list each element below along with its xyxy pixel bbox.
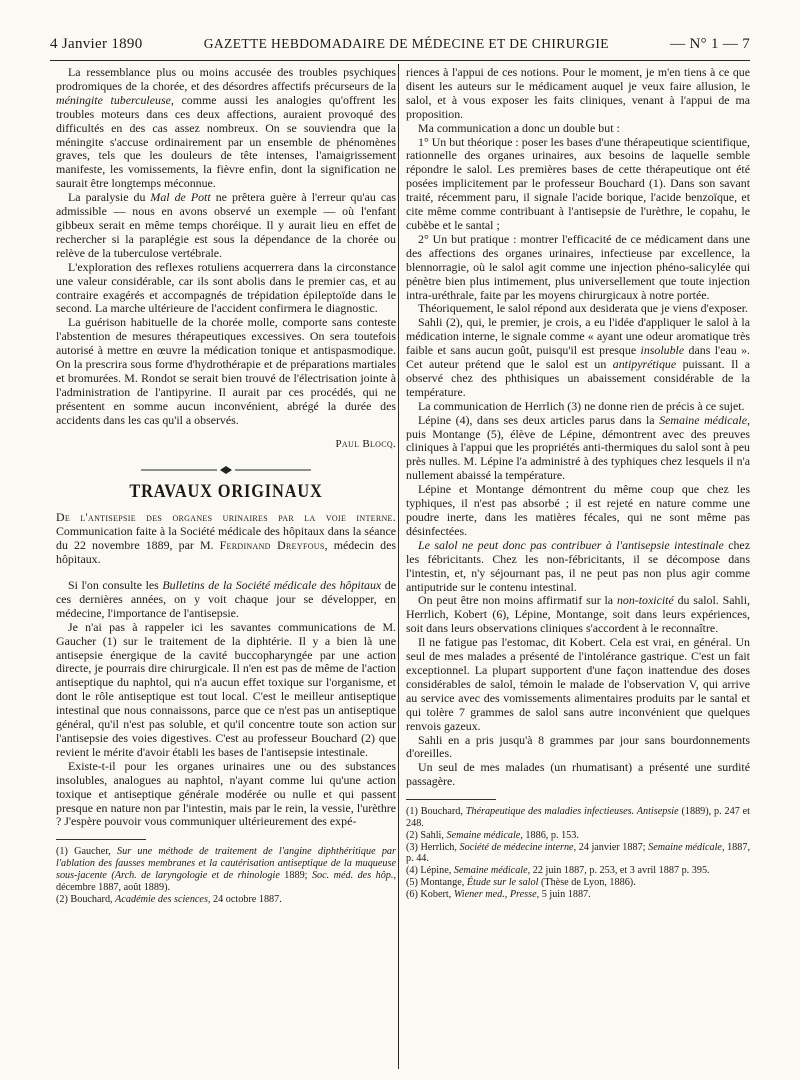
paragraph: riences à l'appui de ces notions. Pour le moment, je m'en tiens à ce que disent les auteurs sur le médicament auquel je veux faire allusion, le salol, et à vous exposer les faits cliniques, venant à l'appui de ma proposition.: [406, 66, 750, 121]
header-page-number: 7: [742, 36, 750, 52]
right-column: [406, 66, 750, 1071]
section-title: TRAVAUX ORIGINAUX: [129, 481, 323, 503]
header-journal-title: GAZETTE HEBDOMADAIRE DE MÉDECINE ET DE CHIRURGIE: [203, 36, 609, 51]
paragraph: La guérison habituelle de la chorée molle, comporte sans conteste l'abstention de mesures thérapeutiques excessives. On sera toutefois autorisé à mettre en œuvre la médication tonique et antispasmodique. On la prescrira sous forme d'hydrothérapie et de préparations martiales et bromurées. M. Rondot se serait bien trouvé de l'électrisation jointe à l'administration de l'antipyrine. Il aurait par ces procédés, qui ne présentent en somme aucun inconvénient, abrégé la durée des accidents dans les cas qu'il a observés.: [56, 315, 396, 427]
footnote: (1) Bouchard, Thérapeutique des maladies infectieuses. Antisepsie (1889), p. 247 et 248.: [406, 806, 750, 829]
paragraph: Il ne fatigue pas l'estomac, dit Kobert. Cela est vrai, en général. Un seul de mes malades a présenté de l'intolérance gastrique. C'est un fait exceptionnel. La plupart supportent d'une façon inattendue des doses considérables de salol, témoin le malade de l'observation V, qui arrive au service avec des vomissements alimentaires produits par le santal et qui tolère 7 grammes de salol sans autre inconvénient que quelques renvois gazeux.: [406, 635, 750, 733]
paragraph: 2° Un but pratique : montrer l'efficacité de ce médicament dans une des affections des organes urinaires, infectieuse par excellence, la blennorragie, où le salol agit comme une injection phéno-salicylée qui pénètre bien plus intimement, plus universellement que toute injection intra-uréthrale, faite par les moyens chirurgicaux à notre portée.: [406, 231, 750, 302]
left-column: [56, 66, 396, 1071]
section-ornament: [56, 465, 396, 475]
paragraph: Lépine et Montange démontrent du même coup que chez les typhiques, il n'est pas absorbé ; il est rejeté en nature comme une poudre inerte, dans les matières fécales, qui ne sont même pas désinfectées.: [406, 482, 750, 538]
paragraph: Existe-t-il pour les organes urinaires une ou des substances insolubles, analogues au naphtol, n'ayant comme lui qu'une action toxique et antiseptique générale modérée ou nulle et qui passent presque en nature non par l'intestin, mais par le rein, la vessie, l'urèthre ? J'espère pouvoir vous communiquer ultérieurement des expé-: [56, 758, 396, 829]
column-divider: [398, 64, 399, 1069]
paragraph: 1° Un but théorique : poser les bases d'une thérapeutique scientifique, rationnelle des organes urinaires, aux besoins de laquelle semble répondre le salol. Les premières bases de cette thérapeutique ont été posées implicitement par le professeur Bouchard (1). Dans son savant traité, récemment paru, il signale l'acide borique, l'acide benzoïque, et cite même comme contribuant à l'antisepsie de l'urèthre, le copahu, le cubèbe et le santal ;: [406, 134, 750, 232]
paragraph: Théoriquement, le salol répond aux desiderata que je viens d'exposer.: [418, 301, 749, 316]
paragraph: La communication de Herrlich (3) ne donne rien de précis à ce sujet.: [418, 398, 745, 413]
header-date: 4 Janvier 1890: [50, 36, 143, 52]
footnote: (5) Montange, Étude sur le salol (Thèse de Lyon, 1886).: [406, 876, 636, 888]
footnote-separator: [56, 839, 146, 840]
footnote: (2) Bouchard, Académie des sciences, 24 octobre 1887.: [56, 893, 282, 905]
footnote: (4) Lépine, Semaine médicale, 22 juin 1887, p. 253, et 3 avril 1887 p. 395.: [406, 865, 710, 877]
footnote: (2) Sahli, Semaine médicale, 1886, p. 153.: [406, 829, 579, 841]
paragraph: Sahli en a pris jusqu'à 8 grammes par jour sans bourdonnements d'oreilles.: [406, 732, 750, 761]
paragraph: Le salol ne peut donc pas contribuer à l'antisepsie intestinale chez les fébricitants. Chez les non-fébricitants, il se décompose dans l'intestin, et, n'y séjournant pas, il ne peut pas non plus agir comme antiputride sur le contenu intestinal.: [406, 537, 750, 594]
footnotes: [406, 806, 750, 900]
footnote-separator: [406, 799, 496, 800]
paragraph: La ressemblance plus ou moins accusée des troubles psychiques prodromiques de la chorée, et des désordres affectifs précurseurs de la méningite tuberculeuse, comme aussi les analogies qu'offrent les troubles moteurs dans ces deux affections, auraient provoqué des difficultés en des cas assez nombreux. On se souviendra que la méningite s'accuse ordinairement par un ensemble de phénomènes graves, tels que les douleurs de tête intenses, l'amaigrissement manifeste, les vomissements, la fièvre enfin, dont la signification ne saurait être longtemps méconnue.: [56, 66, 396, 191]
paragraph: Un seul de mes malades (un rhumatisant) a présenté une surdité passagère.: [406, 760, 750, 789]
paragraph: La paralysie du Mal de Pott ne prêtera guère à l'erreur qu'au cas admissible — nous en avons observé un exemple — où l'enfant gibbeux serait en même temps choréique. Il y aurait lieu en effet de rechercher si la paraplégie est sous la dépendance de la chorée ou relève de la tuberculose vertébrale.: [56, 190, 396, 260]
footnote: (6) Kobert, Wiener med., Presse, 5 juin 1887.: [406, 888, 591, 900]
paragraph: L'exploration des reflexes rotuliens acquerrera dans la circonstance une valeur considérable, car ils sont abolis dans le premier cas, et au contraire exagérés et accompagnés de trépidation épileptoïde dans le second. La marche ultérieure de l'accident confirmera le diagnostic.: [56, 259, 396, 316]
paragraph: Je n'ai pas à rappeler ici les savantes communications de M. Gaucher (1) sur le traitement de la diphtérie. Il y a bien là une antisepsie énergique de la cavité buccopharyngée par une action directe, je pourrais dire chirurgicale. Il n'en est pas de même de l'action antiseptique du naphtol, qui n'a aucun effet toxique sur l'organisme, et dont le rôle antiseptique est tout local. C'est le meilleur antiseptique intestinal que nous connaissons, parce que ce n'est pas un antiseptique général, qu'il n'est pas soluble, et qu'il concentre toute son action sur l'antisepsie des voies digestives. C'est au professeur Bouchard (2) que revient le mérite d'avoir établi les bases de l'antisepsie intestinale.: [56, 619, 396, 759]
article-heading: De l'antisepsie des organes urinaires par la voie interne. Communication faite à la Société médicale des hôpitaux dans la séance du 22 novembre 1889, par M. Ferdinand Dreyfous, médecin des hôpitaux.: [56, 510, 396, 567]
paragraph: Si l'on consulte les Bulletins de la Société médicale des hôpitaux de ces dernières années, on y voit chaque jour se développer, en médecine, l'importance de l'antisepsie.: [56, 578, 396, 620]
author-signature: Paul Blocq.: [335, 437, 396, 450]
paragraph: Ma communication a donc un double but :: [418, 120, 620, 135]
footnotes: [56, 846, 396, 905]
running-header: [50, 36, 750, 58]
header-rule: [50, 60, 750, 61]
paragraph: Sahli (2), qui, le premier, je crois, a eu l'idée d'appliquer le salol à la médication interne, le signale comme « ayant une odeur aromatique très faible et sans aucun goût, puisqu'il est presque insoluble dans l'eau ». Cet auteur prétend que le salol est un antipyrétique puissant. Il a observé chez des phthisiques un abaissement considérable de la température.: [406, 315, 750, 399]
footnote: (3) Herrlich, Société de médecine interne, 24 janvier 1887; Semaine médicale, 1887, p. 44.: [406, 841, 750, 865]
header-issue-page: [670, 36, 750, 53]
paragraph: Lépine (4), dans ses deux articles parus dans la Semaine médicale, puis Montange (5), élève de Lépine, démontrent avec des preuves cliniques à l'appui que les propriétés anti-thermiques du salol sont à peu près nulles. M. Lépine l'a administré à des typhiques chez lesquels il n'a nullement abaissé la température.: [406, 412, 750, 483]
header-issue: — N° 1 —: [670, 36, 739, 52]
paragraph: On peut être non moins affirmatif sur la non-toxicité du salol. Sahli, Herrlich, Kobert (6), Lépine, Montange, soit dans leurs expériences, soit dans leurs observations cliniques s'accordent à le reconnaître.: [406, 593, 750, 636]
footnote: (1) Gaucher, Sur une méthode de traitement de l'angine diphthéritique par l'ablation des fausses membranes et la cautérisation antiseptique de la muqueuse sous-jacente (Arch. de laryngologie et de rhinologie 1889; Soc. méd. des hôp., décembre 1887, août 1889).: [56, 846, 396, 893]
